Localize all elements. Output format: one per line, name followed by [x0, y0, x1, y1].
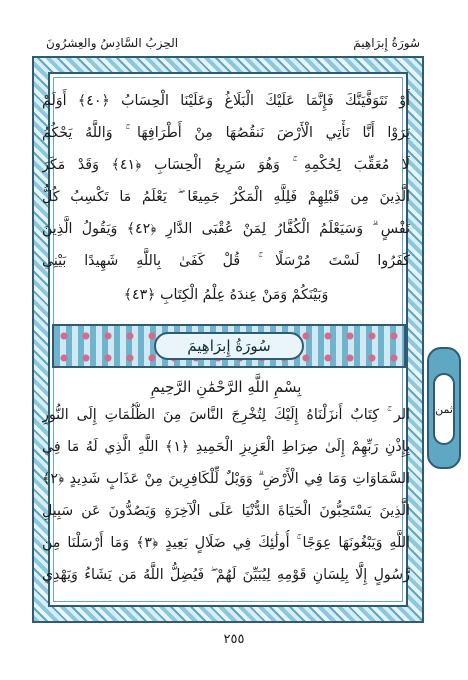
surah-label: سُورَةُ إِبرَاهِيمَ: [353, 36, 420, 50]
page-number: ٢٥٥: [223, 632, 245, 647]
verse-line: رَّسُولٍ إِلَّا بِلِسَانِ قَوْمِهِ لِيُبَيِّنَ لَهُمْ ۖ فَيُضِلُّ اللَّهُ مَن يَشَاءُ وَيَهْدِي: [42, 567, 410, 583]
surah-title-banner: [52, 324, 406, 368]
verse-line: أَوْ نَتَوَفَّيَنَّكَ فَإِنَّمَا عَلَيْكَ الْبَلَاغُ وَعَلَيْنَا الْحِسَابُ ﴿٤٠﴾ أَوَلَمْ: [42, 93, 410, 109]
juz-label: الحِزبُ السَّادِسُ والعِشرُونَ: [46, 36, 179, 50]
thumun-marker: [427, 347, 461, 469]
verse-line: اللَّهِ وَيَبْغُونَهَا عِوَجًا ۚ أُولَٰئِكَ فِي ضَلَالٍ بَعِيدٍ ﴿٣﴾ وَمَا أَرْسَلْنَا مِن: [42, 535, 410, 551]
verse-line: كَفَرُوا لَسْتَ مُرْسَلًا ۚ قُلْ كَفَىٰ بِاللَّهِ شَهِيدًا بَيْنِي: [42, 253, 410, 269]
verse-line: السَّمَاوَاتِ وَمَا فِي الْأَرْضِ ۗ وَوَيْلٌ لِّلْكَافِرِينَ مِنْ عَذَابٍ شَدِيدٍ ﴿٢﴾: [42, 471, 410, 487]
verse-line: نَفْسٍ ۗ وَسَيَعْلَمُ الْكُفَّارُ لِمَنْ عُقْبَى الدَّارِ ﴿٤٢﴾ وَيَقُولُ الَّذِينَ: [42, 221, 410, 237]
surah-title: سُورَةُ إِبرَاهِيمَ: [154, 332, 304, 360]
basmala: بِسْمِ اللَّهِ الرَّحْمَٰنِ الرَّحِيمِ: [150, 378, 302, 396]
verse-line: الَّذِينَ مِن قَبْلِهِمْ فَلِلَّهِ الْمَكْرُ جَمِيعًا ۖ يَعْلَمُ مَا تَكْسِبُ كُلُّ: [42, 189, 410, 205]
thumun-label: ثمن: [433, 373, 455, 445]
verse-line: بِإِذْنِ رَبِّهِمْ إِلَىٰ صِرَاطِ الْعَزِيزِ الْحَمِيدِ ﴿١﴾ اللَّهِ الَّذِي لَهُ مَا فِي: [42, 439, 410, 455]
verse-line: الر ۚ كِتَابٌ أَنزَلْنَاهُ إِلَيْكَ لِتُخْرِجَ النَّاسَ مِنَ الظُّلُمَاتِ إِلَى النُّورِ: [42, 407, 410, 423]
verse-line: لَا مُعَقِّبَ لِحُكْمِهِ ۚ وَهُوَ سَرِيعُ الْحِسَابِ ﴿٤١﴾ وَقَدْ مَكَرَ: [42, 157, 410, 173]
verse-line: يَرَوْا أَنَّا نَأْتِي الْأَرْضَ نَنقُصُهَا مِنْ أَطْرَافِهَا ۚ وَاللَّهُ يَحْكُمُ: [42, 125, 410, 141]
verse-line: وَبَيْنَكُمْ وَمَنْ عِندَهُ عِلْمُ الْكِتَابِ ﴿٤٣﴾: [123, 287, 329, 303]
verse-line: الَّذِينَ يَسْتَحِبُّونَ الْحَيَاةَ الدُّنْيَا عَلَى الْآخِرَةِ وَيَصُدُّونَ عَن سَبِيلِ: [42, 503, 410, 519]
